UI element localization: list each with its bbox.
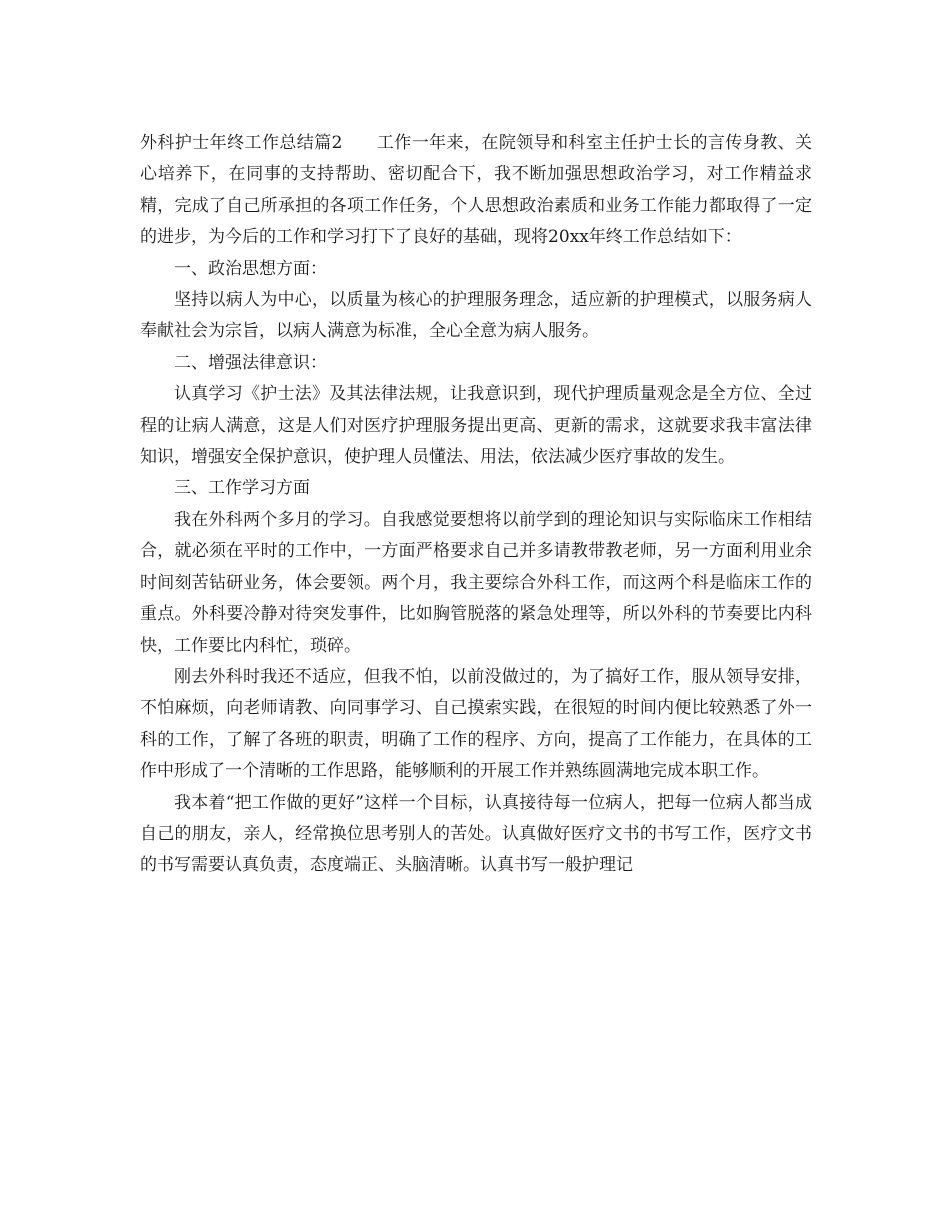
section-paragraph-work-study-1: 我在外科两个多月的学习。自我感觉要想将以前学到的理论知识与实际临床工作相结合，就必须在平时的工作中，一方面严格要求自己并多请教带教老师，另一方面利用业余时间刻苦钻研业务，体会要领。两个月，我主要综合外科工作，而这两个科是临床工作的重点。外科要冷静对待突发事件，比如胸管脱落的紧急处理等，所以外科的节奏要比内科快，工作要比内科忙，琐碎。 [140, 509, 812, 656]
document-body [140, 128, 812, 882]
section-heading-work-study: 三、工作学习方面 [174, 478, 310, 499]
section-paragraph-politics: 坚持以病人为中心，以质量为核心的护理服务理念，适应新的护理模式，以服务病人奉献社会为宗旨，以病人满意为标准，全心全意为病人服务。 [140, 290, 812, 342]
section-paragraph-work-study-2: 刚去外科时我还不适应，但我不怕，以前没做过的，为了搞好工作，服从领导安排，不怕麻烦，向老师请教、向同事学习、自己摸索实践，在很短的时间内便比较熟悉了外一科的工作，了解了各班的职责，明确了工作的程序、方向，提高了工作能力，在具体的工作中形成了一个清晰的工作思路，能够顺利的开展工作并熟练圆满地完成本职工作。 [140, 666, 812, 782]
intro-paragraph [140, 128, 812, 254]
section-paragraph-work-study-3: 我本着“把工作做的更好”这样一个目标，认真接待每一位病人，把每一位病人都当成自己的朋友，亲人，经常换位思考别人的苦处。认真做好医疗文书的书写工作，医疗文书的书写需要认真负责，态度端正、头脑清晰。认真书写一般护理记 [140, 792, 812, 876]
document-title: 外科护士年终工作总结篇2 [140, 133, 343, 153]
section-heading-politics: 一、政治思想方面： [174, 258, 327, 279]
section-heading-law: 二、增强法律意识： [174, 352, 327, 373]
intro-text: 工作一年来，在院领导和科室主任护士长的言传身教、关心培养下，在同事的支持帮助、密切配合下，我不断加强思想政治学习，对工作精益求精，完成了自己所承担的各项工作任务，个人思想政治素质和业务工作能力都取得了一定的进步，为今后的工作和学习打下了良好的基础，现将20xx年终工作总结如下： [140, 133, 812, 248]
section-paragraph-law: 认真学习《护士法》及其法律法规，让我意识到，现代护理质量观念是全方位、全过程的让病人满意，这是人们对医疗护理服务提出更高、更新的需求，这就要求我丰富法律知识，增强安全保护意识，使护理人员懂法、用法，依法减少医疗事故的发生。 [140, 384, 812, 468]
